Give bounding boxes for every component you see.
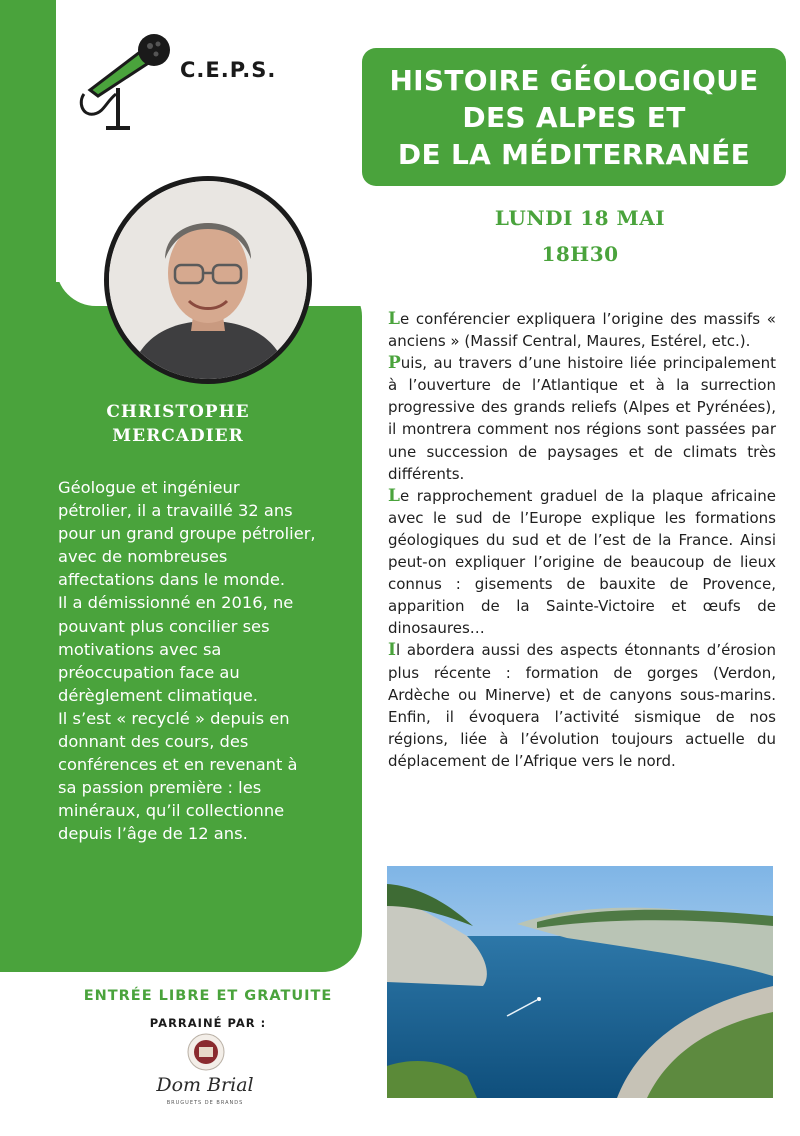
speaker-last-name: MERCADIER <box>112 426 244 446</box>
microphone-icon <box>76 28 176 132</box>
title-line-2: DES ALPES ET <box>462 100 686 134</box>
sponsor-logo-text: Dom Brial <box>156 1074 254 1096</box>
drop-initial: L <box>388 485 400 506</box>
title-line-1: HISTOIRE GÉOLOGIQUE <box>389 63 759 97</box>
paragraph-text: uis, au travers d’une histoire liée principalement à l’ouverture de l’Atlantique et à la surrection progressive des grands reliefs (Alpes et Pyrénées), il montrera comment nos régions sont passées par une succession de paysages et de climats très différents. <box>388 354 776 483</box>
description-paragraph <box>388 308 776 352</box>
event-time: 18H30 <box>541 242 619 266</box>
calanque-photo <box>387 866 773 1098</box>
description-paragraph <box>388 485 776 640</box>
speaker-portrait <box>104 176 312 384</box>
title-line-3: DE LA MÉDITERRANÉE <box>397 137 751 171</box>
paragraph-text: e conférencier expliquera l’origine des massifs « anciens » (Massif Central, Maures, Estérel, etc.). <box>388 310 776 351</box>
title-banner <box>362 48 786 186</box>
bio-line: Il s’est « recyclé » depuis en <box>58 708 290 728</box>
description-paragraph <box>388 639 776 772</box>
paragraph-text: l abordera aussi des aspects étonnants d’érosion plus récente : formation de gorges (Verdon, Ardèche ou Minerve) et de canyons sous-marins. Enfin, il évoquera l’activité sismique de nos régions, liée à l’évolution toujours actuelle du déplacement de l’Afrique vers le nord. <box>388 641 776 770</box>
bio-line: pour un grand groupe pétrolier, <box>58 524 316 544</box>
sponsor-label: PARRAINÉ PAR : <box>149 1016 267 1030</box>
landscape-image <box>387 866 773 1098</box>
bio-line: préoccupation face au <box>58 662 240 682</box>
bio-line: minéraux, qu’il collectionne <box>58 801 285 821</box>
bio-line: donnant des cours, des <box>58 732 249 752</box>
bio-line: dérèglement climatique. <box>58 685 258 705</box>
drop-initial: P <box>388 353 401 374</box>
description-paragraph <box>388 352 776 485</box>
bio-line: depuis l’âge de 12 ans. <box>58 824 248 844</box>
sponsor-emblem-icon <box>186 1032 226 1072</box>
bio-line: sa passion première : les <box>58 778 262 798</box>
sponsor-subtitle: BRUGUETS DE BRANDS <box>166 1100 244 1106</box>
speaker-bio <box>58 476 358 846</box>
speaker-first-name: CHRISTOPHE <box>106 402 250 422</box>
bio-line: Géologue et ingénieur <box>58 478 240 497</box>
event-day: LUNDI 18 MAI <box>494 206 666 230</box>
speaker-photo <box>109 181 307 379</box>
lecture-description <box>388 308 776 772</box>
drop-initial: I <box>388 640 396 661</box>
logo-name: C.E.P.S. <box>180 58 277 82</box>
free-entry-notice: ENTRÉE LIBRE ET GRATUITE <box>83 988 333 1004</box>
bio-line: pouvant plus concilier ses <box>58 616 270 636</box>
bio-line: motivations avec sa <box>58 639 222 659</box>
bio-line: Il a démissionné en 2016, ne <box>58 593 294 613</box>
paragraph-text: e rapprochement graduel de la plaque africaine avec le sud de l’Europe explique les formations géologiques du sud et de l’est de la France. Ainsi peut-on expliquer l’origine de beaucoup de lieux connus : gisements de bauxite de Provence, apparition de la Sainte-Victoire et œufs de dinosaures… <box>388 486 776 638</box>
bio-line: conférences et en revenant à <box>58 755 298 775</box>
green-side-band <box>0 0 56 306</box>
bio-line: affectations dans le monde. <box>58 570 286 590</box>
bio-line: avec de nombreuses <box>58 547 228 567</box>
drop-initial: L <box>388 309 400 329</box>
bio-line: pétrolier, il a travaillé 32 ans <box>58 501 293 521</box>
